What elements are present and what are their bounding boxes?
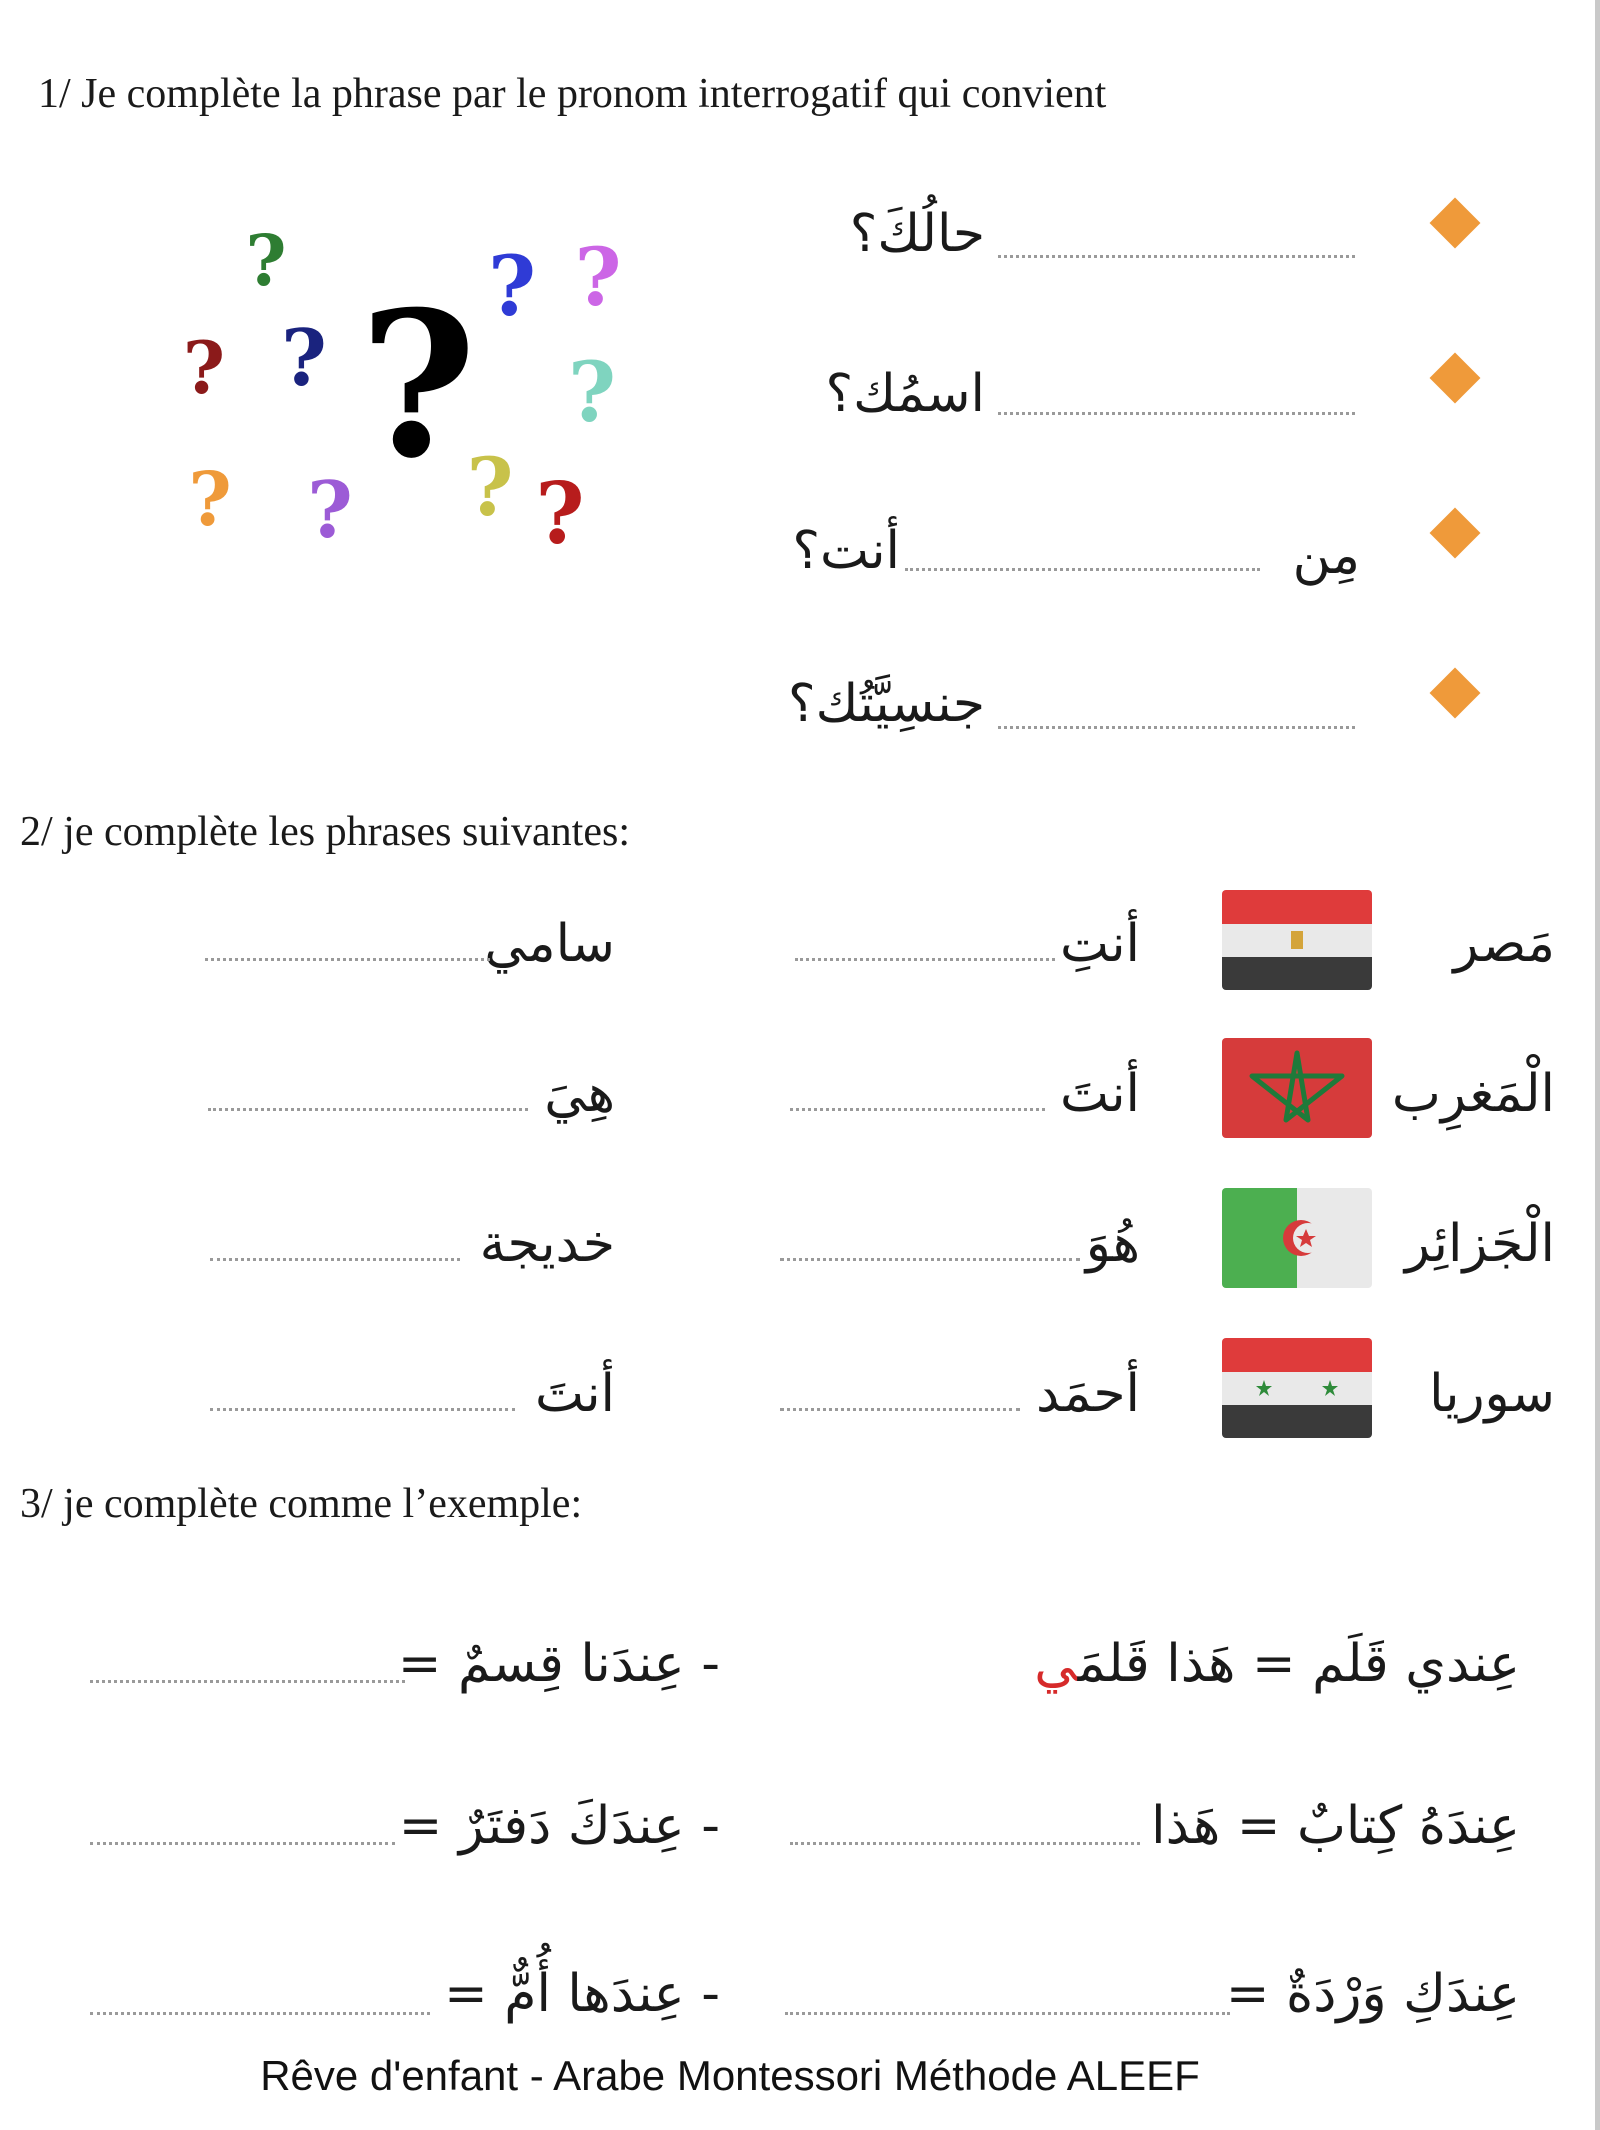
question-mark-icon: ? <box>307 465 353 556</box>
answer-blank[interactable] <box>90 2012 430 2015</box>
exercise-text: - عِندَكَ دَفتَرٌ = <box>398 1796 720 1856</box>
pronoun-text: أنتِ <box>1060 914 1140 974</box>
question-text: جنسِيَّتُك؟ <box>787 674 985 734</box>
name-text: هِيَ <box>544 1064 615 1124</box>
question-mark-icon: ? <box>188 457 232 543</box>
question-mark-icon: ? <box>574 230 622 324</box>
question-mark-icon: ? <box>487 239 537 335</box>
country-name: الْجَزائِر <box>1404 1214 1555 1274</box>
country-name: الْمَغرِب <box>1391 1064 1555 1124</box>
exercise-text: عِندَهُ كِتابٌ = هَذا <box>1151 1796 1520 1856</box>
question-mark-icon: ? <box>281 313 327 404</box>
answer-blank[interactable] <box>208 1108 528 1111</box>
name-text: خديجة <box>479 1214 615 1274</box>
answer-blank[interactable] <box>210 1258 460 1261</box>
answer-blank[interactable] <box>998 412 1355 415</box>
example-sentence <box>1034 1634 1520 1694</box>
section1-heading: 1/ Je complète la phrase par le pronom interrogatif qui convient <box>38 71 1107 117</box>
section2-heading: 2/ je complète les phrases suivantes: <box>20 809 631 855</box>
answer-blank[interactable] <box>210 1408 515 1411</box>
pronoun-text: أنتَ <box>535 1364 615 1424</box>
answer-blank[interactable] <box>905 568 1260 571</box>
syria-flag <box>1222 1338 1372 1438</box>
morocco-flag <box>1222 1038 1372 1138</box>
pronoun-text: هُوَ <box>1085 1214 1140 1274</box>
answer-blank[interactable] <box>790 1108 1045 1111</box>
exercise-text: عِندَكِ وَرْدَةٌ = <box>1225 1964 1520 2024</box>
question-mark-icon: ? <box>466 440 514 534</box>
page-edge-rule <box>1595 0 1600 2130</box>
question-mark-icon: ? <box>567 345 617 441</box>
question-mark-icon: ? <box>182 325 226 410</box>
exercise-text: - عِندَها أُمٌّ = <box>444 1964 720 2024</box>
example-highlight: ي <box>1034 1634 1078 1694</box>
name-text: أحمَد <box>1036 1364 1140 1424</box>
bullet-diamond-icon <box>1430 508 1481 559</box>
bullet-diamond-icon <box>1430 353 1481 404</box>
question-mark-icon: ? <box>535 464 585 563</box>
answer-blank[interactable] <box>205 958 490 961</box>
footer-credit: Rêve d'enfant - Arabe Montessori Méthode ALEEF <box>260 2052 1200 2099</box>
answer-blank[interactable] <box>90 1842 395 1845</box>
bullet-diamond-icon <box>1430 198 1481 249</box>
answer-blank[interactable] <box>790 1842 1140 1845</box>
egypt-flag <box>1222 890 1372 990</box>
algeria-flag <box>1222 1188 1372 1288</box>
question-marks-illustration <box>160 225 660 565</box>
name-text: سامي <box>484 914 615 974</box>
question-mark-icon: ? <box>359 268 477 503</box>
country-name: مَصر <box>1453 914 1555 974</box>
answer-blank[interactable] <box>785 2012 1230 2015</box>
country-name: سوريا <box>1429 1364 1555 1424</box>
answer-blank[interactable] <box>998 726 1355 729</box>
answer-blank[interactable] <box>795 958 1055 961</box>
question-text: اسمُك؟ <box>825 364 985 424</box>
answer-blank[interactable] <box>90 1680 405 1683</box>
answer-blank[interactable] <box>780 1408 1020 1411</box>
question-text: أنت؟ <box>792 521 900 581</box>
question-text: حالُكَ؟ <box>849 204 985 264</box>
answer-blank[interactable] <box>780 1258 1080 1261</box>
example-text: عِندي قَلَم = هَذا قَلمَ <box>1077 1634 1520 1694</box>
answer-blank[interactable] <box>998 255 1355 258</box>
question-mark-icon: ? <box>245 225 287 302</box>
exercise-text: - عِندَنا قِسمٌ = <box>397 1634 720 1694</box>
answer-text: مِن <box>1292 526 1360 586</box>
section3-heading: 3/ je complète comme l’exemple: <box>20 1481 583 1527</box>
bullet-diamond-icon <box>1430 668 1481 719</box>
pronoun-text: أنتَ <box>1060 1064 1140 1124</box>
